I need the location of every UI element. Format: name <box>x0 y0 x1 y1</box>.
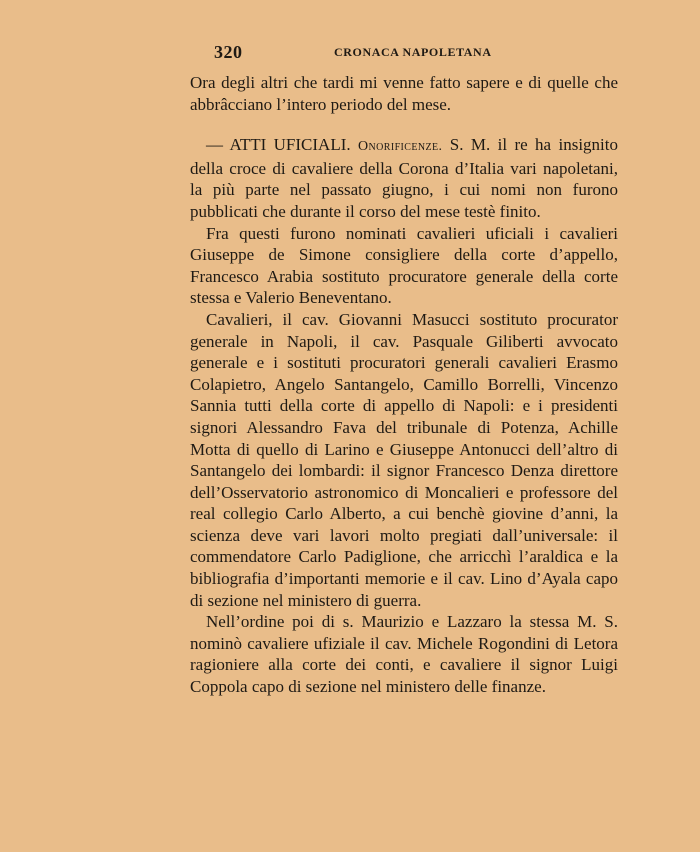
section-subheading: Onorificenze. <box>358 139 443 155</box>
intro-paragraph: Ora degli altri che tardi mi venne fatto sapere e di quelle che abbrâcciano l’intero periodo del mese. <box>190 73 618 114</box>
atti-uficiali-paragraph <box>190 134 618 222</box>
atti-body: S. M. il re ha insignito della croce di cavaliere della Corona d’Italia vari napoletani, la più parte nel passato giugno, i cui nomi non furono pubblicati che durante il corso del mese testè finito. <box>190 135 618 221</box>
paragraph-cavalieri: Cavalieri, il cav. Giovanni Masucci sostituto procurator generale in Napoli, il cav. Pasquale Giliberti avvocato generale e i sostituti procuratori generali cavalieri Erasmo Colapietro, Angelo Santangelo, Camillo Borrelli, Vincenzo Sannia tutti della corte di appello di Napoli: e i presidenti signori Alessandro Fava del tribunale di Potenza, Achille Motta di quello di Larino e Giuseppe Antonucci dell’altro di Santangelo dei lombardi: il signor Francesco Denza direttore dell’Osservatorio astronomico di Moncalieri e professore del real collegio Carlo Alberto, a cui benchè giovine d’anni, la scienza deve vari lavori molto pregiati dall’universale: il commendatore Carlo Padiglione, che arricchì l’araldica e la bibliografia d’importanti memorie e il cav. Lino d’Ayala capo di sezione nel ministero di guerra. <box>190 309 618 610</box>
section-heading: — ATTI UFICIALI. <box>206 135 351 155</box>
page-number: 320 <box>214 42 243 62</box>
paragraph-ufficiali: Fra questi furono nominati cavalieri uficiali i cavalieri Giuseppe de Simone consigliere della corte d’appello, Francesco Arabia sostituto procuratore generale della corte stessa e Valerio Beneventano. <box>190 223 618 308</box>
paragraph-ordine-maurizio: Nell’ordine poi di s. Maurizio e Lazzaro la stessa M. S. nominò cavaliere ufiziale il cav. Michele Rogondini di Letora ragioniere alla corte dei conti, e cavaliere il signor Luigi Coppola capo di sezione nel ministero delle finanze. <box>190 612 618 697</box>
body-text <box>190 72 618 698</box>
running-head: CRONACA NAPOLETANA <box>334 45 492 59</box>
page-header <box>214 38 614 66</box>
